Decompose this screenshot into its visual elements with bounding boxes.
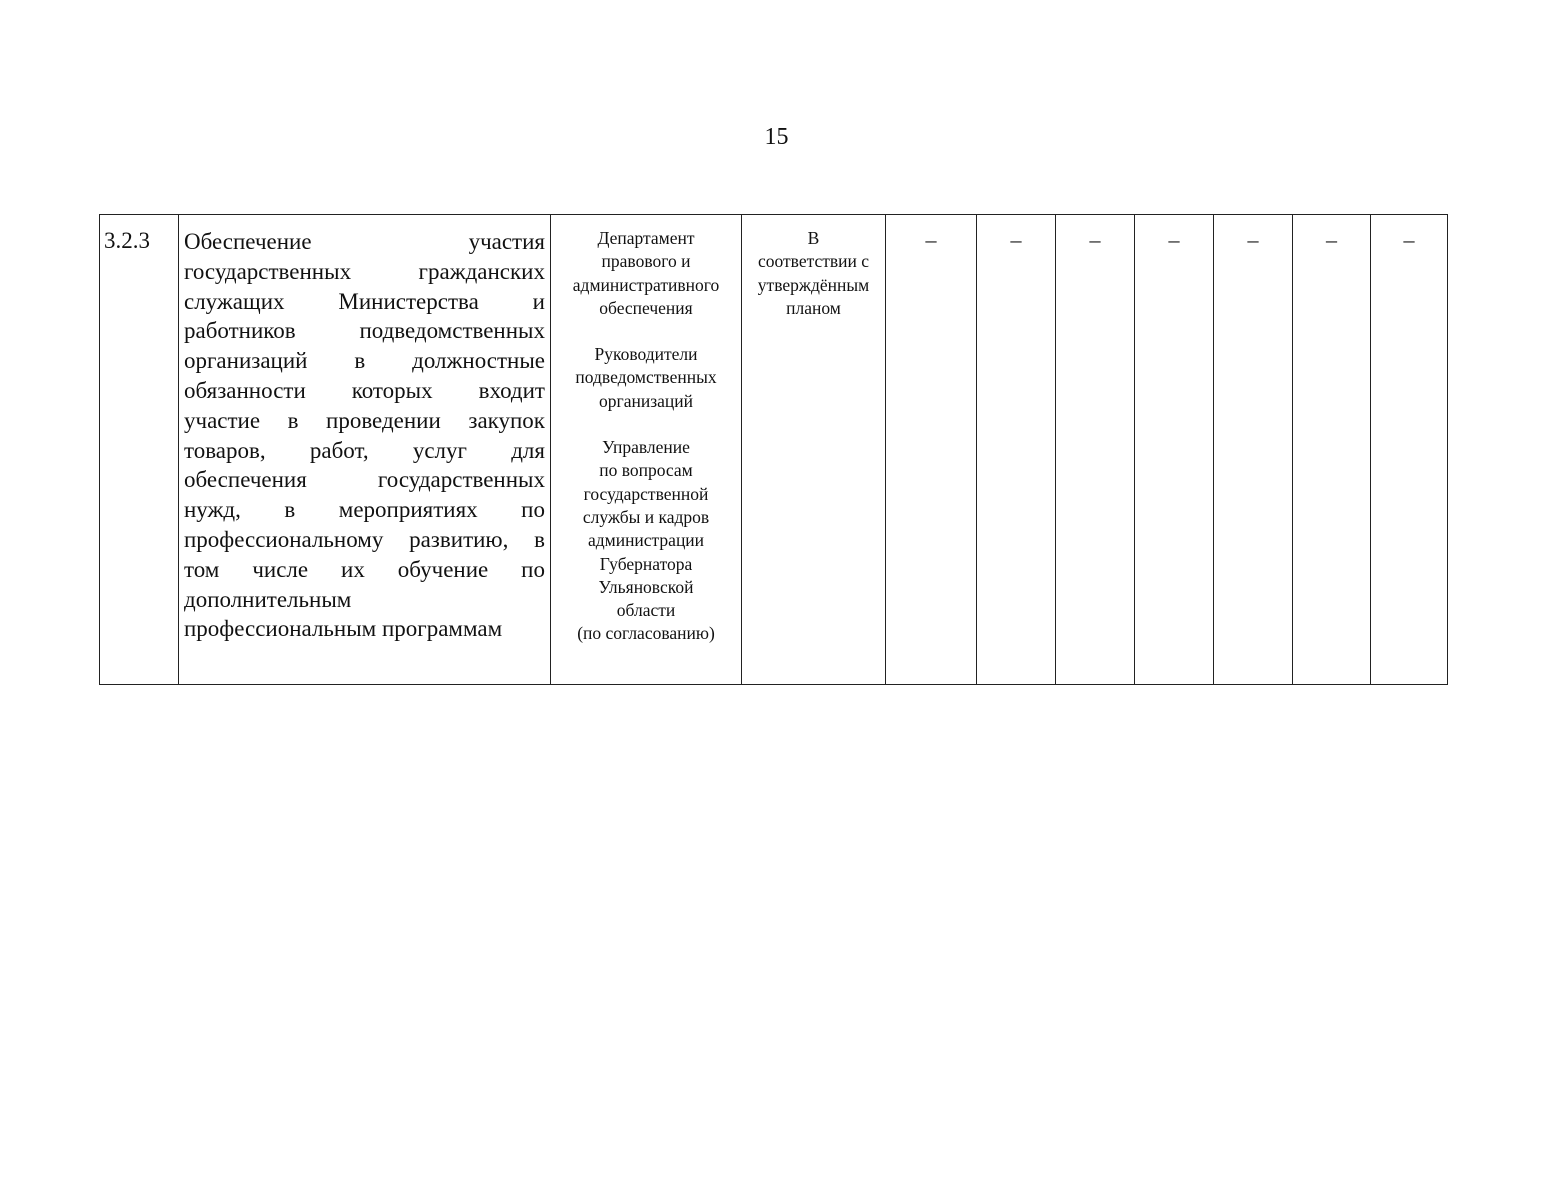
row-name-line: дополнительным [184,586,352,612]
row-name-line: государственных гражданских [184,258,545,284]
executor-block [553,343,739,413]
row-name-line: организаций в должностные [184,348,545,374]
page-number: 15 [764,124,789,150]
row-name-line: профессиональному развитию, в [184,526,545,552]
value-cell: – [1371,215,1448,685]
executor-line: правового и [601,251,691,272]
executor-line: Департамент [597,228,695,248]
term-line: планом [786,297,841,318]
plan-table [99,214,1448,685]
term-line: соответствии с [757,251,870,272]
row-name-line: товаров, работ, услуг для [184,437,545,463]
executor-line: (по согласованию) [577,623,715,644]
executor-line: администрации [587,530,705,551]
term-line: утверждённым [757,274,870,295]
executor-line: Губернатора [599,553,693,574]
row-executors [551,215,742,685]
value-cell: – [1214,215,1293,685]
executor-line: государственной [583,483,709,504]
executor-block [553,227,739,320]
executor-line: службы и кадров [582,506,710,527]
term-line: В [807,228,820,248]
row-name-line: обязанности которых входит [184,377,545,403]
executor-line: организаций [599,390,693,411]
executor-line: обеспечения [599,297,693,318]
row-name [179,215,551,685]
row-code: 3.2.3 [100,215,179,685]
row-name-line: Обеспечение участия [184,229,545,254]
row-name-line: служащих Министерства и [184,288,545,314]
row-name-line: обеспечения государственных [184,467,545,493]
table-row [100,215,1448,685]
value-cell: – [1135,215,1214,685]
value-cell: – [1293,215,1371,685]
executor-line: по вопросам [599,460,693,481]
executor-line: Руководители [594,344,698,365]
executor-block [553,436,739,646]
row-name-line: том числе их обучение по [184,556,545,582]
row-term [742,215,886,685]
executor-line: подведомственных [575,367,717,388]
executor-line: административного [572,274,720,295]
value-cell: – [1056,215,1135,685]
value-cell: – [886,215,977,685]
row-name-line: участие в проведении закупок [184,407,545,433]
row-name-line: работников подведомственных [184,318,545,344]
row-name-line: профессиональным программам [184,616,503,642]
executor-line: области [616,600,676,621]
row-name-line: нужд, в мероприятиях по [184,497,545,523]
executor-line: Управление [602,437,690,458]
executor-line: Ульяновской [598,576,694,597]
value-cell: – [977,215,1056,685]
